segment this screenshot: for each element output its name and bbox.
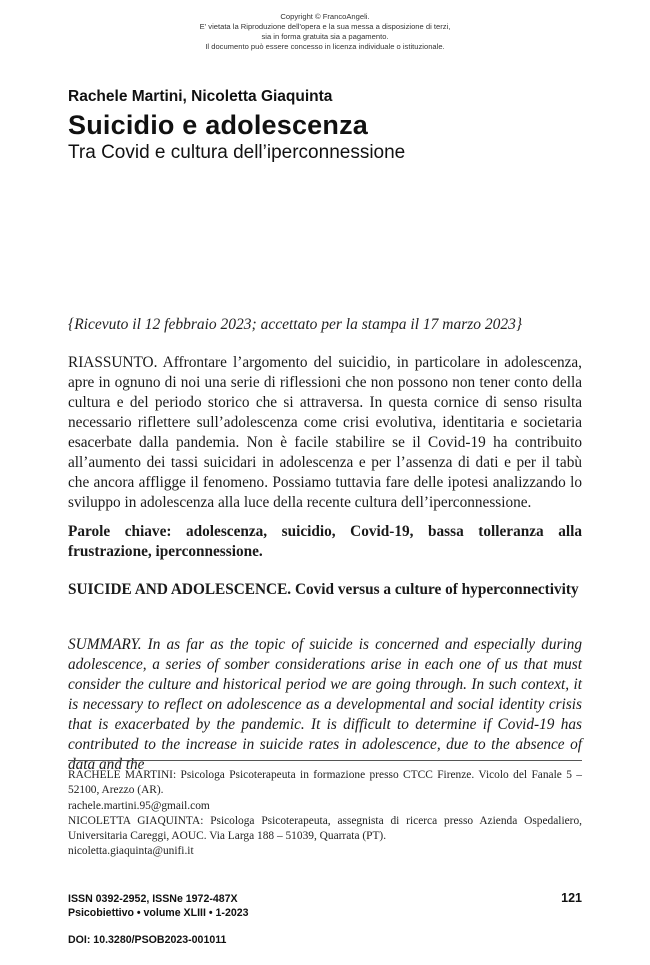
email-martini: rachele.martini.95@gmail.com: [68, 799, 210, 812]
journal-info: [68, 892, 249, 920]
author-footnotes: [68, 768, 582, 860]
article-subtitle: Tra Covid e cultura dell’iperconnessione: [68, 142, 406, 163]
issn: ISSN 0392-2952, ISSNe 1972-487X: [68, 893, 238, 905]
copyright-line: E' vietata la Riproduzione dell'opera e la sua messa a disposizione di terzi,: [199, 22, 451, 31]
footnote-divider: [68, 760, 582, 761]
copyright-line: Copyright © FrancoAngeli.: [280, 12, 370, 21]
authors: Rachele Martini, Nicoletta Giaquinta: [68, 88, 333, 105]
email-giaquinta: nicoletta.giaquinta@unifi.it: [68, 845, 194, 858]
english-title: SUICIDE AND ADOLESCENCE. Covid versus a culture of hyperconnectivity: [68, 581, 579, 598]
footnote-martini: RACHELE MARTINI: Psicologa Psicoterapeuta in formazione presso CTCC Firenze. Vicolo del Fanale 5 – 52100, Arezzo (AR).: [68, 769, 582, 797]
copyright-line: Il documento può essere concesso in licenza individuale o istituzionale.: [205, 42, 445, 51]
doi: DOI: 10.3280/PSOB2023-001011: [68, 934, 227, 946]
copyright-line: sia in forma gratuita sia a pagamento.: [261, 32, 389, 41]
copyright-notice: [0, 12, 650, 52]
abstract-italian: RIASSUNTO. Affrontare l’argomento del suicidio, in particolare in adolescenza, apre in ognuno di noi una serie di riflessioni che non possono non tener conto della cultura e del periodo storico che si attraversa. In questa cornice di senso risulta necessario riflettere sull’adolescenza come crisi evolutiva, identitaria e societaria esacerbate dalla pandemia. Non è facile stabilire se il Covid-19 ha contribuito all’aumento dei tassi suicidari in adolescenza e per l’assenza di dati e per il tabù che ancora affligge il fenomeno. Possiamo tuttavia fare delle ipotesi analizzando lo sviluppo in adolescenza alla luce della recente cultura dell’iperconnessione.: [68, 354, 582, 511]
article-title: Suicidio e adolescenza: [68, 110, 369, 140]
keywords: Parole chiave: adolescenza, suicidio, Covid-19, bassa tolleranza alla frustrazione, iperconnessione.: [68, 523, 582, 560]
received-date: {Ricevuto il 12 febbraio 2023; accettato per la stampa il 17 marzo 2023}: [68, 316, 523, 333]
journal-volume: Psicobiettivo • volume XLIII • 1-2023: [68, 907, 249, 919]
abstract-english: SUMMARY. In as far as the topic of suicide is concerned and especially during adolescence, a series of somber considerations arise in each one of us that must consider the culture and historical period we are going through. In such context, it is necessary to reflect on adolescence as a developmental and social identity crisis that is exacerbated by the pandemic. It is difficult to determine if Covid-19 has contributed to the increase in suicide rates in adolescence, due to the absence of data and the: [68, 636, 582, 773]
page-number: 121: [561, 891, 582, 905]
footnote-giaquinta: NICOLETTA GIAQUINTA: Psicologa Psicoterapeuta, assegnista di ricerca presso Azienda Ospedaliero, Universitaria Careggi, AOUC. Via Larga 188 – 51039, Quarrata (PT).: [68, 814, 582, 843]
